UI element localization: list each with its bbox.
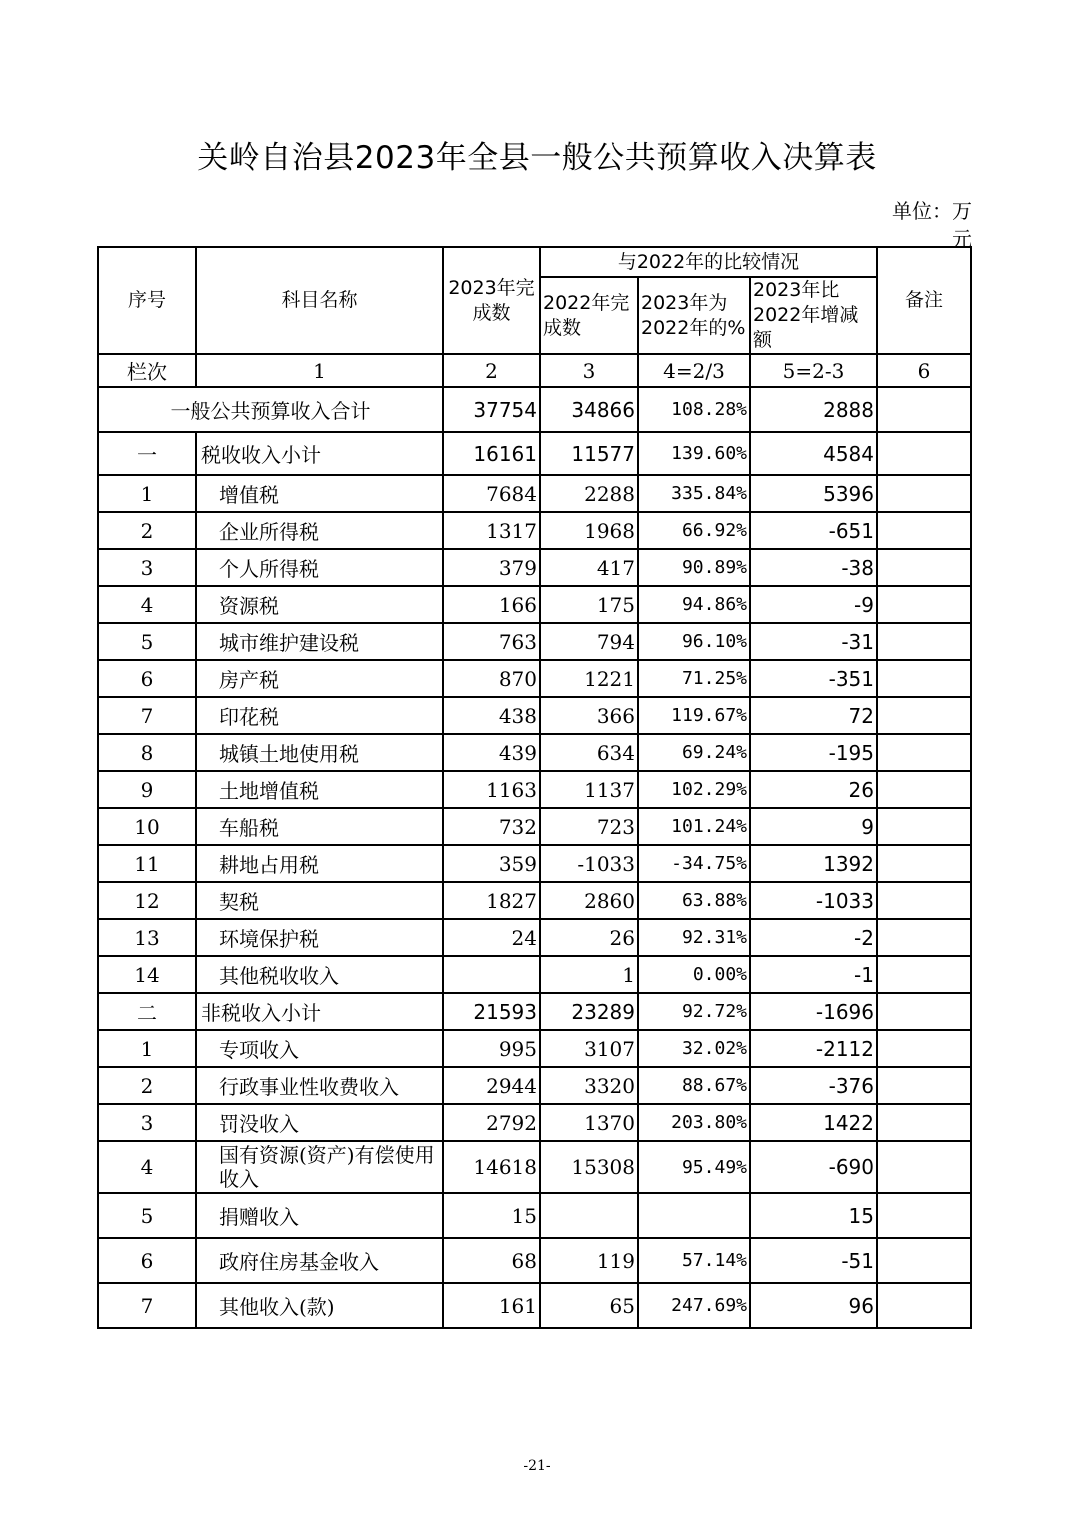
page-title: 关岭自治县2023年全县一般公共预算收入决算表 (197, 140, 877, 176)
row-2022: 1137 (540, 771, 638, 808)
subtotal-note (877, 993, 971, 1030)
row-diff: -690 (750, 1141, 877, 1193)
row-pct: -34.75% (638, 845, 750, 882)
row-pct: 119.67% (638, 697, 750, 734)
table-row (98, 1067, 971, 1104)
row-diff: -38 (750, 549, 877, 586)
row-2023: 166 (443, 586, 540, 623)
row-pct (638, 1193, 750, 1238)
row-2023: 14618 (443, 1141, 540, 1193)
row-name: 专项收入 (196, 1030, 443, 1067)
row-seq: 1 (98, 1030, 196, 1067)
row-pct: 90.89% (638, 549, 750, 586)
row-name: 环境保护税 (196, 919, 443, 956)
row-2023 (443, 956, 540, 993)
row-name: 其他收入(款) (196, 1283, 443, 1328)
table-row (98, 1104, 971, 1141)
subtotal-pct: 139.60% (638, 432, 750, 475)
row-note (877, 475, 971, 512)
row-note (877, 623, 971, 660)
row-name: 车船税 (196, 808, 443, 845)
row-diff: -376 (750, 1067, 877, 1104)
row-2023: 2792 (443, 1104, 540, 1141)
row-note (877, 845, 971, 882)
subtotal-diff: -1696 (750, 993, 877, 1030)
row-note (877, 1193, 971, 1238)
table-row (98, 808, 971, 845)
row-2022: 26 (540, 919, 638, 956)
row-diff: -9 (750, 586, 877, 623)
page-number: -21- (523, 1458, 551, 1474)
row-diff: 96 (750, 1283, 877, 1328)
row-diff: 72 (750, 697, 877, 734)
total-diff: 2888 (750, 387, 877, 432)
subtotal-pct: 92.72% (638, 993, 750, 1030)
row-diff: 5396 (750, 475, 877, 512)
row-pct: 88.67% (638, 1067, 750, 1104)
row-2023: 359 (443, 845, 540, 882)
row-diff: -31 (750, 623, 877, 660)
row-seq: 5 (98, 1193, 196, 1238)
row-pct: 57.14% (638, 1238, 750, 1283)
row-2023: 68 (443, 1238, 540, 1283)
row-2023: 763 (443, 623, 540, 660)
table-row (98, 882, 971, 919)
column-index-6: 6 (877, 354, 971, 387)
row-seq: 2 (98, 512, 196, 549)
row-2022 (540, 1193, 638, 1238)
row-seq: 7 (98, 1283, 196, 1328)
row-2022: 723 (540, 808, 638, 845)
row-name: 印花税 (196, 697, 443, 734)
row-2022: 366 (540, 697, 638, 734)
row-name: 城镇土地使用税 (196, 734, 443, 771)
row-diff: 26 (750, 771, 877, 808)
row-name: 土地增值税 (196, 771, 443, 808)
row-seq: 4 (98, 1141, 196, 1193)
row-name: 其他税收收入 (196, 956, 443, 993)
row-pct: 69.24% (638, 734, 750, 771)
row-seq: 3 (98, 549, 196, 586)
row-diff: -195 (750, 734, 877, 771)
row-pct: 102.29% (638, 771, 750, 808)
row-2023: 870 (443, 660, 540, 697)
row-name: 企业所得税 (196, 512, 443, 549)
subtotal-row-tax (98, 432, 971, 475)
header-name: 科目名称 (196, 247, 443, 354)
row-diff: 9 (750, 808, 877, 845)
row-seq: 11 (98, 845, 196, 882)
table-row (98, 549, 971, 586)
total-2023: 37754 (443, 387, 540, 432)
row-diff: -51 (750, 1238, 877, 1283)
row-note (877, 882, 971, 919)
row-name: 捐赠收入 (196, 1193, 443, 1238)
table-row (98, 475, 971, 512)
table-row (98, 1141, 971, 1193)
column-index-1: 1 (196, 354, 443, 387)
table-row (98, 771, 971, 808)
row-pct: 101.24% (638, 808, 750, 845)
row-note (877, 549, 971, 586)
subtotal-row-nontax (98, 993, 971, 1030)
row-2023: 7684 (443, 475, 540, 512)
row-2023: 1827 (443, 882, 540, 919)
row-2022: -1033 (540, 845, 638, 882)
row-note (877, 697, 971, 734)
subtotal-seq: 一 (98, 432, 196, 475)
row-seq: 5 (98, 623, 196, 660)
row-seq: 3 (98, 1104, 196, 1141)
subtotal-note (877, 432, 971, 475)
table-row (98, 697, 971, 734)
row-name: 契税 (196, 882, 443, 919)
row-seq: 9 (98, 771, 196, 808)
row-note (877, 1141, 971, 1193)
row-seq: 8 (98, 734, 196, 771)
table-row (98, 512, 971, 549)
row-2023: 439 (443, 734, 540, 771)
row-name: 城市维护建设税 (196, 623, 443, 660)
row-name: 耕地占用税 (196, 845, 443, 882)
row-2022: 2288 (540, 475, 638, 512)
row-2022: 3320 (540, 1067, 638, 1104)
subtotal-diff: 4584 (750, 432, 877, 475)
header-done-2023: 2023年完成数 (443, 247, 540, 354)
row-2022: 417 (540, 549, 638, 586)
total-name: 一般公共预算收入合计 (98, 387, 443, 432)
table-row (98, 586, 971, 623)
subtotal-2022: 23289 (540, 993, 638, 1030)
table-row (98, 919, 971, 956)
row-note (877, 1067, 971, 1104)
row-2023: 1163 (443, 771, 540, 808)
row-seq: 6 (98, 1238, 196, 1283)
subtotal-2023: 16161 (443, 432, 540, 475)
row-2022: 1221 (540, 660, 638, 697)
row-pct: 95.49% (638, 1141, 750, 1193)
row-name: 国有资源(资产)有偿使用收入 (196, 1141, 443, 1193)
row-name: 政府住房基金收入 (196, 1238, 443, 1283)
row-2022: 1370 (540, 1104, 638, 1141)
row-name: 增值税 (196, 475, 443, 512)
header-done-2022: 2022年完成数 (540, 277, 638, 354)
row-pct: 0.00% (638, 956, 750, 993)
row-2022: 15308 (540, 1141, 638, 1193)
header-diff: 2023年比2022年增减额 (750, 277, 877, 354)
table-row (98, 1238, 971, 1283)
total-note (877, 387, 971, 432)
row-pct: 247.69% (638, 1283, 750, 1328)
row-pct: 66.92% (638, 512, 750, 549)
row-pct: 94.86% (638, 586, 750, 623)
table-row (98, 660, 971, 697)
row-2022: 175 (540, 586, 638, 623)
row-diff: -2 (750, 919, 877, 956)
row-diff: -651 (750, 512, 877, 549)
row-2022: 3107 (540, 1030, 638, 1067)
column-index-2: 2 (443, 354, 540, 387)
row-note (877, 512, 971, 549)
row-seq: 7 (98, 697, 196, 734)
row-2023: 2944 (443, 1067, 540, 1104)
column-index-4: 4=2/3 (638, 354, 750, 387)
row-2022: 65 (540, 1283, 638, 1328)
row-pct: 335.84% (638, 475, 750, 512)
row-note (877, 1104, 971, 1141)
row-2022: 2860 (540, 882, 638, 919)
row-diff: 1392 (750, 845, 877, 882)
row-seq: 1 (98, 475, 196, 512)
row-2023: 15 (443, 1193, 540, 1238)
table-row (98, 623, 971, 660)
row-note (877, 808, 971, 845)
row-pct: 71.25% (638, 660, 750, 697)
header-compare: 与2022年的比较情况 (540, 247, 877, 277)
row-seq: 6 (98, 660, 196, 697)
row-note (877, 919, 971, 956)
row-pct: 32.02% (638, 1030, 750, 1067)
row-diff: 1422 (750, 1104, 877, 1141)
row-pct: 63.88% (638, 882, 750, 919)
row-2023: 732 (443, 808, 540, 845)
row-note (877, 586, 971, 623)
row-diff: -1033 (750, 882, 877, 919)
column-index-label: 栏次 (98, 354, 196, 387)
unit-label: 单位：万元 (892, 199, 972, 251)
table-row (98, 734, 971, 771)
row-2022: 794 (540, 623, 638, 660)
row-2023: 161 (443, 1283, 540, 1328)
row-2023: 24 (443, 919, 540, 956)
row-2022: 1 (540, 956, 638, 993)
row-note (877, 660, 971, 697)
row-2023: 379 (443, 549, 540, 586)
row-name: 个人所得税 (196, 549, 443, 586)
row-note (877, 734, 971, 771)
row-seq: 2 (98, 1067, 196, 1104)
row-note (877, 956, 971, 993)
row-note (877, 771, 971, 808)
row-name: 房产税 (196, 660, 443, 697)
subtotal-seq: 二 (98, 993, 196, 1030)
revenue-table (97, 246, 972, 1329)
table-row (98, 1283, 971, 1328)
subtotal-2023: 21593 (443, 993, 540, 1030)
row-seq: 10 (98, 808, 196, 845)
row-2023: 995 (443, 1030, 540, 1067)
total-2022: 34866 (540, 387, 638, 432)
row-2022: 634 (540, 734, 638, 771)
row-2022: 119 (540, 1238, 638, 1283)
row-note (877, 1030, 971, 1067)
row-seq: 13 (98, 919, 196, 956)
row-diff: -2112 (750, 1030, 877, 1067)
header-note: 备注 (877, 247, 971, 354)
table-row (98, 845, 971, 882)
row-name: 罚没收入 (196, 1104, 443, 1141)
row-diff: -351 (750, 660, 877, 697)
row-name: 资源税 (196, 586, 443, 623)
table-row (98, 1193, 971, 1238)
header-seq: 序号 (98, 247, 196, 354)
row-2022: 1968 (540, 512, 638, 549)
row-seq: 14 (98, 956, 196, 993)
row-note (877, 1238, 971, 1283)
row-pct: 203.80% (638, 1104, 750, 1141)
row-name: 行政事业性收费收入 (196, 1067, 443, 1104)
row-2023: 1317 (443, 512, 540, 549)
row-seq: 12 (98, 882, 196, 919)
row-pct: 96.10% (638, 623, 750, 660)
subtotal-name: 税收收入小计 (196, 432, 443, 475)
row-diff: 15 (750, 1193, 877, 1238)
row-seq: 4 (98, 586, 196, 623)
row-diff: -1 (750, 956, 877, 993)
total-pct: 108.28% (638, 387, 750, 432)
subtotal-name: 非税收入小计 (196, 993, 443, 1030)
column-index-3: 3 (540, 354, 638, 387)
table-row (98, 1030, 971, 1067)
column-index-5: 5=2-3 (750, 354, 877, 387)
row-note (877, 1283, 971, 1328)
subtotal-2022: 11577 (540, 432, 638, 475)
header-pct: 2023年为2022年的% (638, 277, 750, 354)
row-pct: 92.31% (638, 919, 750, 956)
table-row (98, 956, 971, 993)
row-2023: 438 (443, 697, 540, 734)
